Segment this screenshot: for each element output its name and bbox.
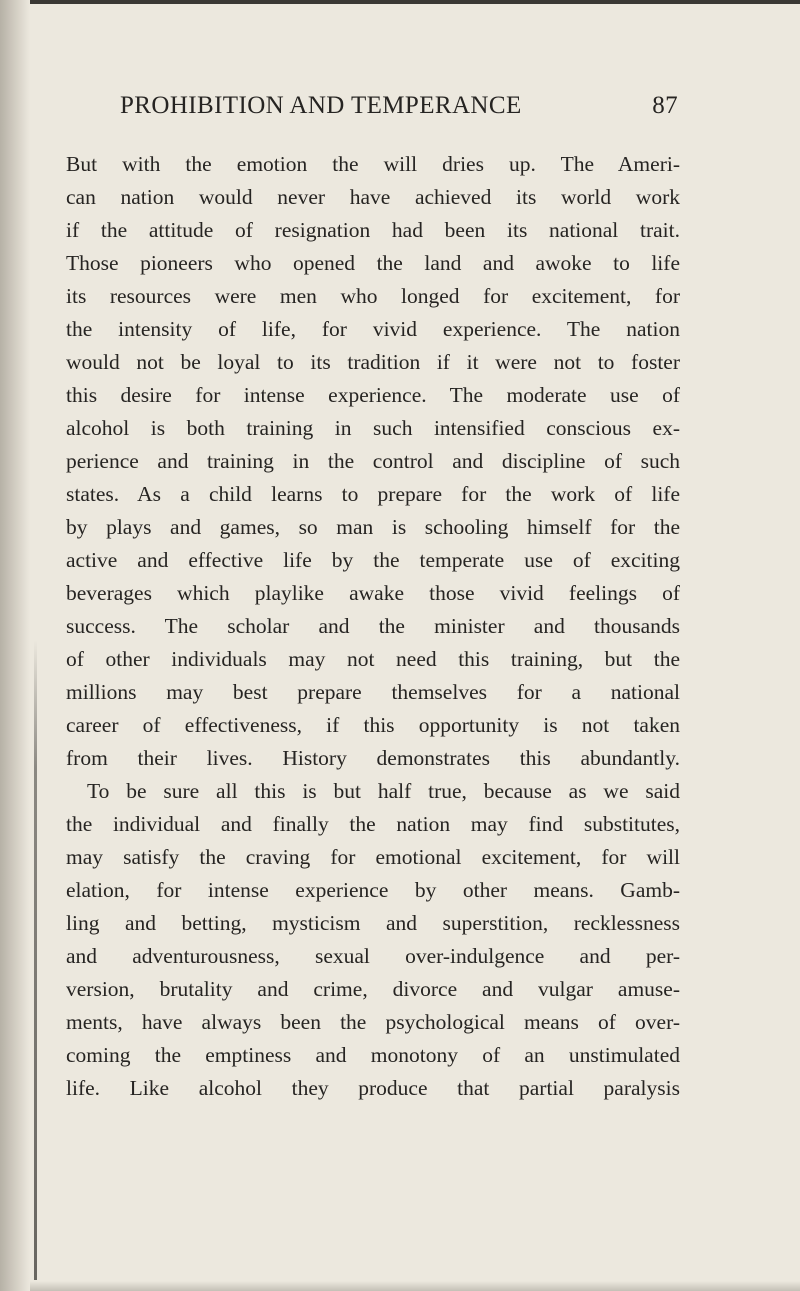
binding-edge (34, 640, 37, 1280)
text-line: But with the emotion the will dries up. The Ameri- (66, 152, 680, 176)
page-bottom-edge (30, 1281, 800, 1291)
text-line: from their lives. History demonstrates this abundantly. (66, 746, 680, 770)
text-line: if the attitude of resignation had been its national trait. (66, 218, 680, 242)
text-line: ling and betting, mysticism and superstition, recklessness (66, 911, 680, 935)
text-line: would not be loyal to its tradition if it were not to foster (66, 350, 680, 374)
text-line: perience and training in the control and discipline of such (66, 449, 680, 473)
text-line: can nation would never have achieved its world work (66, 185, 680, 209)
running-header (120, 92, 678, 132)
text-line: elation, for intense experience by other means. Gamb- (66, 878, 680, 902)
text-line: its resources were men who longed for excitement, for (66, 284, 680, 308)
text-line: ments, have always been the psychological means of over- (66, 1010, 680, 1034)
text-line: career of effectiveness, if this opportunity is not taken (66, 713, 680, 737)
text-line: success. The scholar and the minister and thousands (66, 614, 680, 638)
book-gutter-shadow (0, 0, 30, 1291)
text-line: coming the emptiness and monotony of an unstimulated (66, 1043, 680, 1067)
body-text (66, 148, 680, 1105)
text-line: beverages which playlike awake those vivid feelings of (66, 581, 680, 605)
text-line: and adventurousness, sexual over-indulgence and per- (66, 944, 680, 968)
text-line: this desire for intense experience. The moderate use of (66, 383, 680, 407)
text-line: Those pioneers who opened the land and awoke to life (66, 251, 680, 275)
text-line: version, brutality and crime, divorce and vulgar amuse- (66, 977, 680, 1001)
text-line: may satisfy the craving for emotional excitement, for will (66, 845, 680, 869)
paragraph-start-line: To be sure all this is but half true, because as we said (87, 779, 680, 803)
running-title: PROHIBITION AND TEMPERANCE (120, 92, 522, 119)
text-line: millions may best prepare themselves for a national (66, 680, 680, 704)
text-line: the individual and finally the nation may find substitutes, (66, 812, 680, 836)
page-number: 87 (652, 92, 678, 119)
text-line: states. As a child learns to prepare for the work of life (66, 482, 680, 506)
text-line: of other individuals may not need this training, but the (66, 647, 680, 671)
text-line: life. Like alcohol they produce that partial paralysis (66, 1076, 680, 1100)
text-line: active and effective life by the temperate use of exciting (66, 548, 680, 572)
text-line: by plays and games, so man is schooling himself for the (66, 515, 680, 539)
text-line: alcohol is both training in such intensified conscious ex- (66, 416, 680, 440)
text-line: the intensity of life, for vivid experience. The nation (66, 317, 680, 341)
page-top-edge (0, 0, 800, 4)
